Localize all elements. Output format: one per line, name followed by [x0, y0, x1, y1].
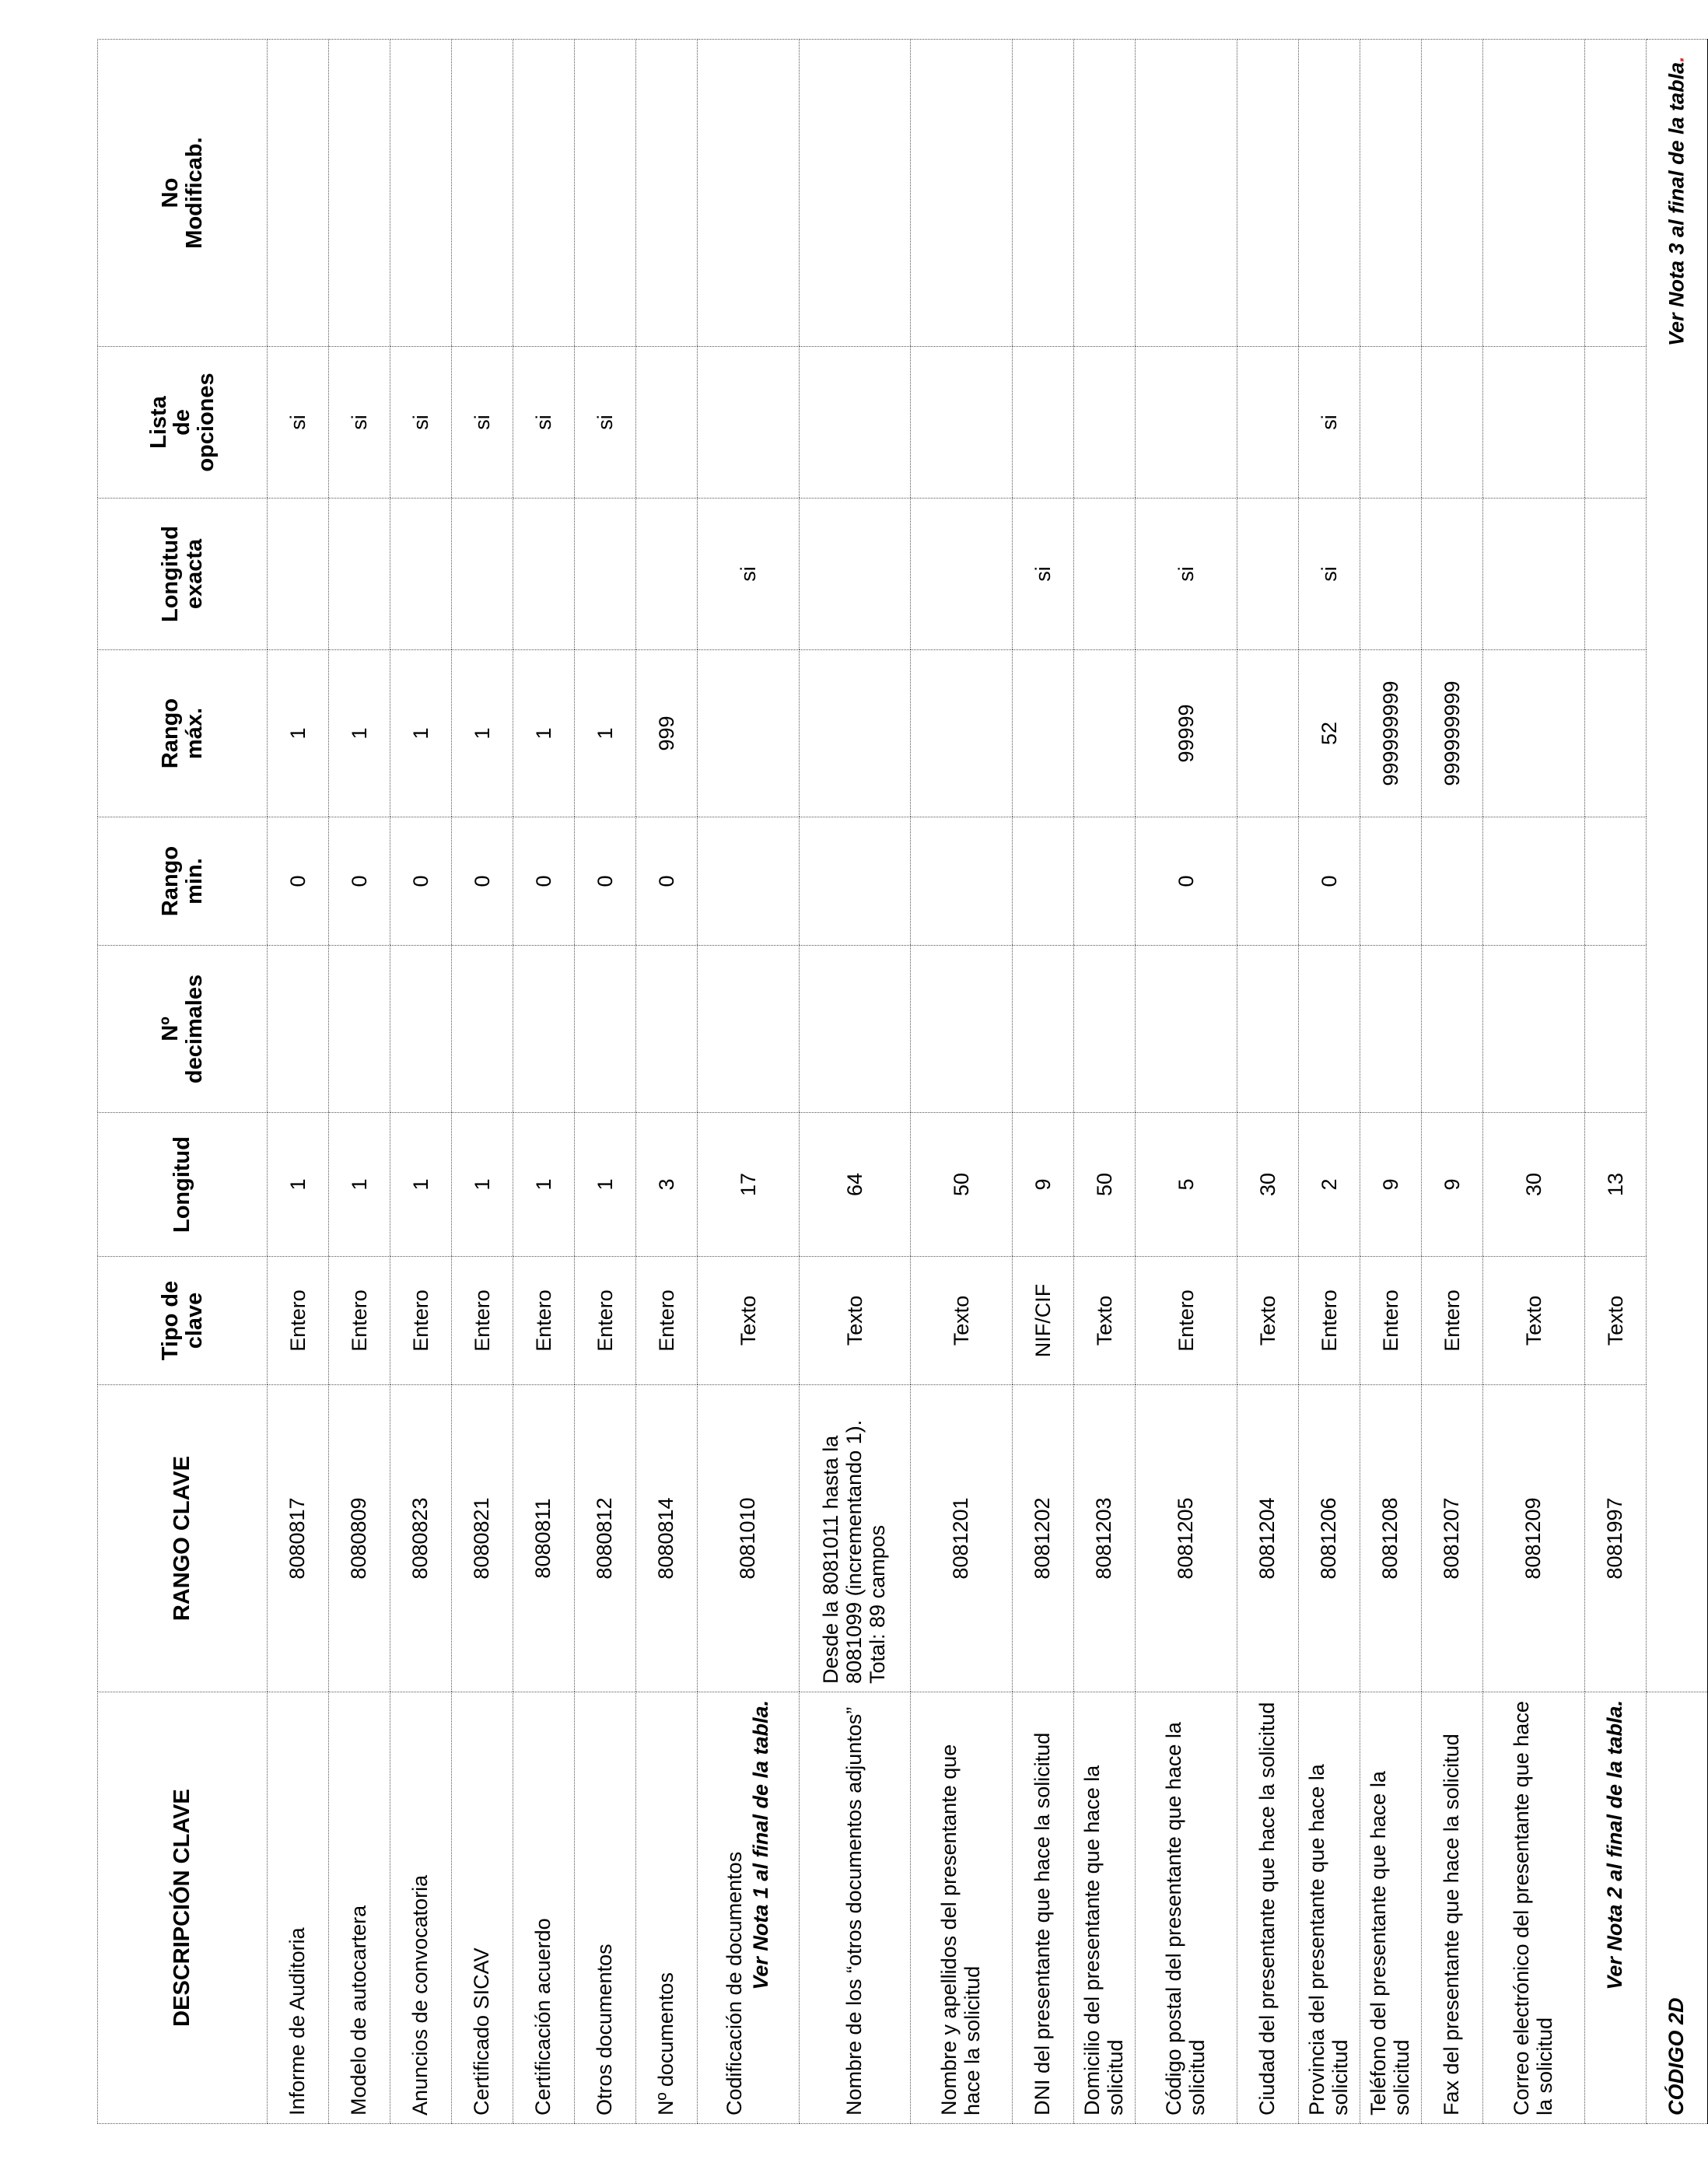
cell-tipo: Texto: [1585, 1257, 1647, 1385]
header-tipo-clave: Tipo de clave: [98, 1257, 268, 1385]
cell-longitud: 50: [1074, 1113, 1136, 1257]
rango-line: Desde la 8081011 hasta la: [819, 1435, 843, 1684]
cell-descripcion: Domicilio del presentante que hace la solicitud: [1074, 1692, 1136, 2124]
cell-decimales: [452, 946, 513, 1113]
cell-rango-min: [1483, 817, 1585, 946]
cell-lista-opciones: si: [452, 347, 513, 499]
cell-descripcion: Fax del presentante que hace la solicitud: [1422, 1692, 1483, 2124]
cell-lista-opciones: [911, 347, 1013, 499]
cell-rango: 8081206: [1299, 1385, 1360, 1692]
cell-lista-opciones: si: [513, 347, 575, 499]
table-row: [329, 40, 390, 2124]
cell-lista-opciones: si: [268, 347, 329, 499]
cell-rango: 8081207: [1422, 1385, 1483, 1692]
cell-longitud: 30: [1483, 1113, 1585, 1257]
cell-lista-opciones: [1074, 347, 1136, 499]
cell-rango-min: [1013, 817, 1074, 946]
cell-longitud: 13: [1585, 1113, 1647, 1257]
cell-rango-min: 0: [1299, 817, 1360, 946]
cell-no-modificable: [911, 40, 1013, 347]
cell-tipo: Entero: [1422, 1257, 1483, 1385]
cell-descripcion: Nombre y apellidos del presentante que hace la solicitud: [911, 1692, 1013, 2124]
cell-rango: 8080817: [268, 1385, 329, 1692]
cell-no-modificable: [452, 40, 513, 347]
codigo-2d-label: CÓDIGO 2D: [1647, 1692, 1708, 2124]
cell-longitud: 2: [1299, 1113, 1360, 1257]
cell-longitud: 1: [513, 1113, 575, 1257]
cell-no-modificable: [329, 40, 390, 347]
cell-longitud: 9: [1422, 1113, 1483, 1257]
cell-longitud-exacta: [1237, 499, 1299, 650]
header-rango-max: Rango máx.: [98, 650, 268, 817]
cell-lista-opciones: si: [575, 347, 636, 499]
cell-descripcion: Otros documentos: [575, 1692, 636, 2124]
cell-longitud-exacta: [911, 499, 1013, 650]
cell-tipo: Texto: [911, 1257, 1013, 1385]
cell-tipo: Texto: [1237, 1257, 1299, 1385]
cell-no-modificable: [1013, 40, 1074, 347]
cell-tipo: Entero: [1360, 1257, 1422, 1385]
cell-longitud-exacta: [800, 499, 911, 650]
cell-rango-max: [1074, 650, 1136, 817]
cell-decimales: [1483, 946, 1585, 1113]
cell-rango-max: [1483, 650, 1585, 817]
cell-no-modificable: [1422, 40, 1483, 347]
cell-rango-max: [1013, 650, 1074, 817]
cell-rango: 8081201: [911, 1385, 1013, 1692]
cell-longitud: 9: [1013, 1113, 1074, 1257]
cell-no-modificable: [1237, 40, 1299, 347]
cell-rango-min: 0: [329, 817, 390, 946]
cell-lista-opciones: [1422, 347, 1483, 499]
cell-rango: 8081205: [1136, 1385, 1237, 1692]
cell-no-modificable: [390, 40, 452, 347]
table-row: [1136, 40, 1237, 2124]
cell-lista-opciones: [1237, 347, 1299, 499]
rotated-page: [97, 40, 1689, 2124]
cell-longitud-exacta: [1585, 499, 1647, 650]
cell-decimales: [636, 946, 698, 1113]
cell-tipo: Entero: [1136, 1257, 1237, 1385]
table-row: [800, 40, 911, 2124]
cell-rango: 8080814: [636, 1385, 698, 1692]
cell-decimales: [800, 946, 911, 1113]
cell-tipo: Texto: [1483, 1257, 1585, 1385]
cell-decimales: [268, 946, 329, 1113]
table-row: [1585, 40, 1647, 2124]
cell-longitud-exacta: [1483, 499, 1585, 650]
cell-rango: 8081010: [698, 1385, 800, 1692]
cell-rango-min: [1074, 817, 1136, 946]
cell-tipo: Entero: [268, 1257, 329, 1385]
cell-longitud-exacta: [452, 499, 513, 650]
cell-longitud-exacta: [636, 499, 698, 650]
cell-rango: [800, 1385, 911, 1692]
cell-longitud-exacta: si: [1136, 499, 1237, 650]
table-row: [1299, 40, 1360, 2124]
table-row: [390, 40, 452, 2124]
cell-tipo: Entero: [329, 1257, 390, 1385]
header-decimales: Nº decimales: [98, 946, 268, 1113]
cell-rango: 8081208: [1360, 1385, 1422, 1692]
cell-rango-max: 1: [329, 650, 390, 817]
cell-rango-max: [1237, 650, 1299, 817]
cell-longitud: 3: [636, 1113, 698, 1257]
note-2-reference: Ver Nota 2 al final de la tabla.: [1603, 1700, 1627, 1990]
cell-rango: 8081997: [1585, 1385, 1647, 1692]
cell-no-modificable: [575, 40, 636, 347]
cell-descripcion: Código postal del presentante que hace la solicitud: [1136, 1692, 1237, 2124]
cell-rango: 8081203: [1074, 1385, 1136, 1692]
cell-longitud: 1: [268, 1113, 329, 1257]
cell-decimales: [329, 946, 390, 1113]
cell-decimales: [1585, 946, 1647, 1113]
cell-decimales: [1422, 946, 1483, 1113]
cell-no-modificable: [268, 40, 329, 347]
cell-descripcion: Modelo de autocartera: [329, 1692, 390, 2124]
cell-lista-opciones: si: [329, 347, 390, 499]
header-lista-opciones: Lista de opciones: [98, 347, 268, 499]
cell-no-modificable: [1136, 40, 1237, 347]
cell-descripcion: DNI del presentante que hace la solicitud: [1013, 1692, 1074, 2124]
cell-descripcion: [698, 1692, 800, 2124]
table-row: [452, 40, 513, 2124]
rango-line: 8081099 (incrementando 1).: [842, 1419, 866, 1684]
header-longitud-exacta: Longitud exacta: [98, 499, 268, 650]
cell-rango-max: [1585, 650, 1647, 817]
cell-lista-opciones: [1013, 347, 1074, 499]
cell-descripcion: Provincia del presentante que hace la solicitud: [1299, 1692, 1360, 2124]
cell-longitud-exacta: [1360, 499, 1422, 650]
cell-descripcion: Correo electrónico del presentante que hace la solicitud: [1483, 1692, 1585, 2124]
cell-tipo: Entero: [575, 1257, 636, 1385]
table-row: [1483, 40, 1585, 2124]
cell-rango-max: 52: [1299, 650, 1360, 817]
cell-rango: 8080811: [513, 1385, 575, 1692]
cell-rango: 8080812: [575, 1385, 636, 1692]
cell-rango: 8081209: [1483, 1385, 1585, 1692]
table-row: [1237, 40, 1299, 2124]
cell-tipo: Entero: [1299, 1257, 1360, 1385]
header-longitud: Longitud: [98, 1113, 268, 1257]
cell-tipo: Texto: [800, 1257, 911, 1385]
cell-descripcion: Teléfono del presentante que hace la solicitud: [1360, 1692, 1422, 2124]
cell-rango-min: 0: [636, 817, 698, 946]
cell-descripcion: Certificado SICAV: [452, 1692, 513, 2124]
cell-rango-max: [698, 650, 800, 817]
table-row: [636, 40, 698, 2124]
note-3-cell: [1647, 40, 1708, 1692]
cell-no-modificable: [1483, 40, 1585, 347]
cell-longitud-exacta: [575, 499, 636, 650]
cell-tipo: Entero: [390, 1257, 452, 1385]
cell-longitud: 1: [390, 1113, 452, 1257]
cell-longitud-exacta: si: [1299, 499, 1360, 650]
cell-longitud: 9: [1360, 1113, 1422, 1257]
cell-no-modificable: [513, 40, 575, 347]
cell-no-modificable: [1074, 40, 1136, 347]
cell-rango-max: 1: [513, 650, 575, 817]
header-rango-min: Rango min.: [98, 817, 268, 946]
cell-longitud: 17: [698, 1113, 800, 1257]
cell-rango-max: [800, 650, 911, 817]
cell-descripcion: Ciudad del presentante que hace la solicitud: [1237, 1692, 1299, 2124]
cell-rango-max: 1: [390, 650, 452, 817]
cell-longitud-exacta: [268, 499, 329, 650]
cell-descripcion: [1585, 1692, 1647, 2124]
cell-rango-max: 1: [452, 650, 513, 817]
header-descripcion: DESCRIPCIÓN CLAVE: [98, 1692, 268, 2124]
cell-rango-min: [1360, 817, 1422, 946]
cell-rango-min: 0: [513, 817, 575, 946]
cell-rango-min: [698, 817, 800, 946]
cell-rango-max: 99999: [1136, 650, 1237, 817]
cell-rango-max: 999: [636, 650, 698, 817]
table-row: [268, 40, 329, 2124]
cell-rango-min: [1237, 817, 1299, 946]
header-rango-clave: RANGO CLAVE: [98, 1385, 268, 1692]
cell-lista-opciones: [1483, 347, 1585, 499]
cell-descripcion: Informe de Auditoria: [268, 1692, 329, 2124]
table-row-codigo-2d: [1647, 40, 1708, 2124]
table-row: [513, 40, 575, 2124]
cell-no-modificable: [1360, 40, 1422, 347]
cell-longitud-exacta: [1422, 499, 1483, 650]
cell-tipo: Entero: [452, 1257, 513, 1385]
cell-rango-min: [1585, 817, 1647, 946]
cell-rango-max: 999999999: [1422, 650, 1483, 817]
cell-lista-opciones: [636, 347, 698, 499]
cell-rango-min: 0: [575, 817, 636, 946]
cell-rango: 8081202: [1013, 1385, 1074, 1692]
cell-no-modificable: [800, 40, 911, 347]
cell-tipo: NIF/CIF: [1013, 1257, 1074, 1385]
cell-lista-opciones: [1360, 347, 1422, 499]
header-row: [98, 40, 268, 2124]
cell-decimales: [911, 946, 1013, 1113]
cell-lista-opciones: [1585, 347, 1647, 499]
cell-decimales: [1136, 946, 1237, 1113]
cell-descripcion: Nombre de los “otros documentos adjuntos”: [800, 1692, 911, 2124]
table-row: [911, 40, 1013, 2124]
cell-rango-min: 0: [268, 817, 329, 946]
cell-rango-max: 999999999: [1360, 650, 1422, 817]
cell-longitud: 1: [329, 1113, 390, 1257]
cell-lista-opciones: si: [1299, 347, 1360, 499]
cell-lista-opciones: si: [390, 347, 452, 499]
cell-tipo: Texto: [698, 1257, 800, 1385]
cell-longitud-exacta: si: [1013, 499, 1074, 650]
cell-longitud-exacta: [513, 499, 575, 650]
note-3-reference: Ver Nota 3 al final de la tabla.: [1664, 56, 1689, 346]
cell-rango-min: 0: [390, 817, 452, 946]
table-row: [1360, 40, 1422, 2124]
cell-longitud-exacta: [390, 499, 452, 650]
cell-tipo: Texto: [1074, 1257, 1136, 1385]
rango-line: Total: 89 campos: [865, 1524, 889, 1684]
cell-longitud: 30: [1237, 1113, 1299, 1257]
cell-rango-max: 1: [575, 650, 636, 817]
cell-longitud: 64: [800, 1113, 911, 1257]
cell-rango-min: 0: [452, 817, 513, 946]
cell-decimales: [1013, 946, 1074, 1113]
cell-no-modificable: [1299, 40, 1360, 347]
cell-tipo: Entero: [636, 1257, 698, 1385]
cell-longitud: 5: [1136, 1113, 1237, 1257]
table-row: [1422, 40, 1483, 2124]
cell-rango-min: [911, 817, 1013, 946]
cell-longitud-exacta: [1074, 499, 1136, 650]
cell-descripcion: Nº documentos: [636, 1692, 698, 2124]
cell-tipo: Entero: [513, 1257, 575, 1385]
cell-rango-min: 0: [1136, 817, 1237, 946]
cell-decimales: [1237, 946, 1299, 1113]
cell-lista-opciones: [800, 347, 911, 499]
cell-decimales: [513, 946, 575, 1113]
cell-decimales: [1074, 946, 1136, 1113]
cell-longitud: 1: [452, 1113, 513, 1257]
cell-descripcion-text: Codificación de documentos: [723, 1851, 747, 2115]
cell-longitud: 50: [911, 1113, 1013, 1257]
table-row: [698, 40, 800, 2124]
document-table: [97, 39, 1708, 2124]
cell-no-modificable: [698, 40, 800, 347]
cell-no-modificable: [1585, 40, 1647, 347]
cell-rango: 8081204: [1237, 1385, 1299, 1692]
cell-rango-min: [800, 817, 911, 946]
cell-decimales: [1360, 946, 1422, 1113]
cell-rango-max: 1: [268, 650, 329, 817]
cell-decimales: [575, 946, 636, 1113]
header-no-modificable: No Modificab.: [98, 40, 268, 347]
cell-descripcion: Certificación acuerdo: [513, 1692, 575, 2124]
cell-rango-max: [911, 650, 1013, 817]
cell-descripcion: Anuncios de convocatoria: [390, 1692, 452, 2124]
cell-rango: 8080821: [452, 1385, 513, 1692]
cell-no-modificable: [636, 40, 698, 347]
cell-longitud: 1: [575, 1113, 636, 1257]
cell-rango-min: [1422, 817, 1483, 946]
cell-longitud-exacta: si: [698, 499, 800, 650]
table-row: [1013, 40, 1074, 2124]
cell-lista-opciones: [698, 347, 800, 499]
cell-rango: 8080823: [390, 1385, 452, 1692]
cell-decimales: [1299, 946, 1360, 1113]
table-row: [1074, 40, 1136, 2124]
cell-rango: 8080809: [329, 1385, 390, 1692]
cell-lista-opciones: [1136, 347, 1237, 499]
cell-decimales: [390, 946, 452, 1113]
cell-decimales: [698, 946, 800, 1113]
note-1-reference: Ver Nota 1 al final de la tabla.: [749, 1700, 772, 1990]
cell-longitud-exacta: [329, 499, 390, 650]
table-row: [575, 40, 636, 2124]
